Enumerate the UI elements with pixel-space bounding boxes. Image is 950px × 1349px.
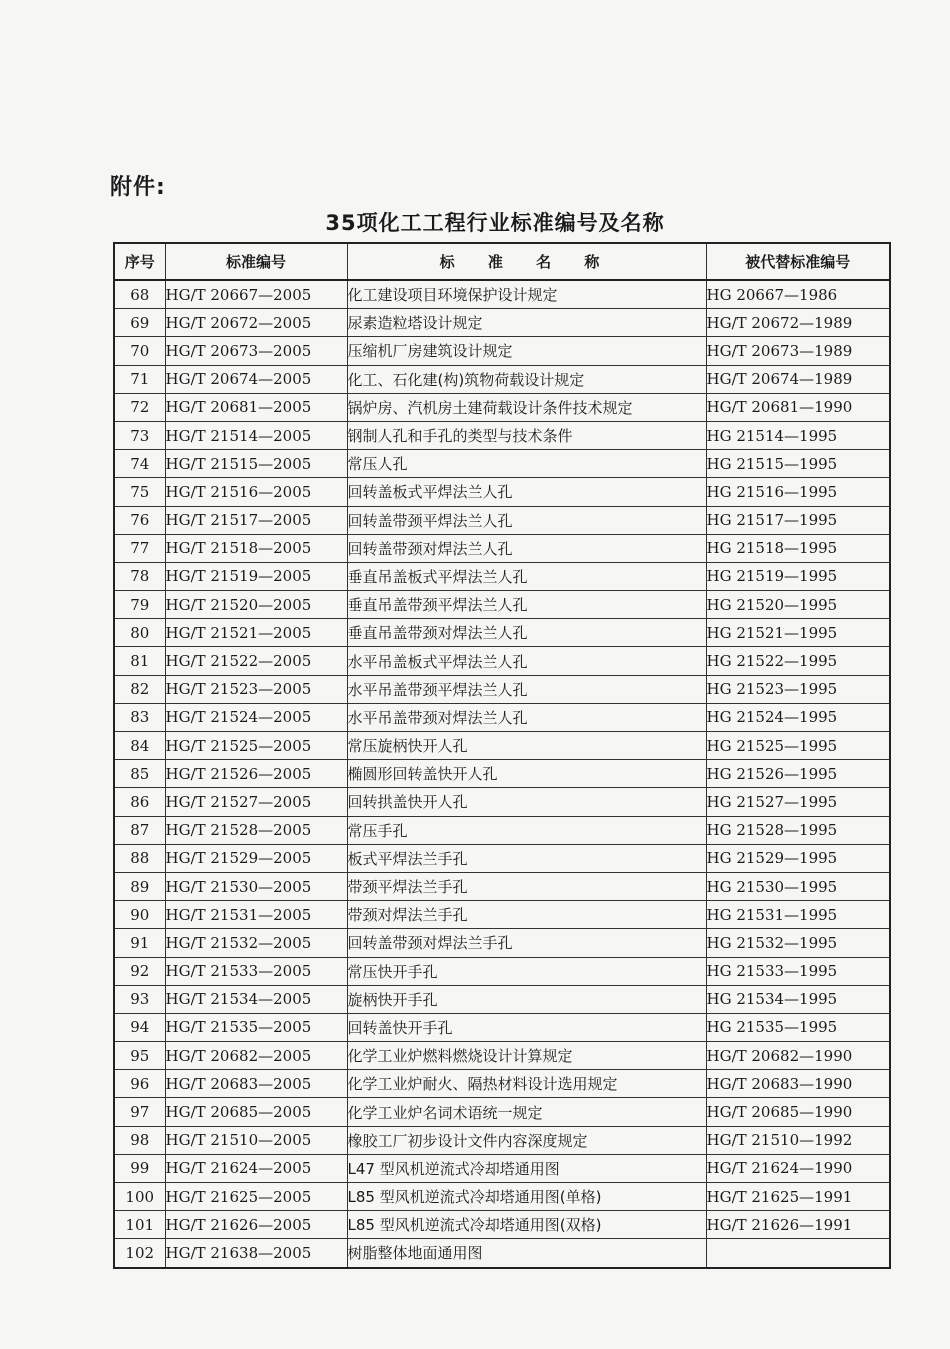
table-row: [114, 337, 890, 365]
row-serial-number: 97: [114, 1098, 165, 1126]
header-standard-code: 标准编号: [165, 243, 347, 280]
table-row: [114, 280, 890, 309]
row-standard-code: HG/T 21638—2005: [165, 1239, 347, 1268]
row-replaced-code: HG 21528—1995: [706, 816, 890, 844]
row-serial-number: 85: [114, 760, 165, 788]
row-standard-code: HG/T 20667—2005: [165, 280, 347, 309]
table-row: [114, 393, 890, 421]
row-standard-code: HG/T 21535—2005: [165, 1013, 347, 1041]
row-serial-number: 89: [114, 872, 165, 900]
document-title: 35项化工工程行业标准编号及名称: [325, 211, 665, 235]
row-standard-code: HG/T 20682—2005: [165, 1042, 347, 1070]
table-row: [114, 562, 890, 590]
row-standard-code: HG/T 21534—2005: [165, 985, 347, 1013]
header-standard-name: [347, 243, 706, 280]
row-replaced-code: HG 21535—1995: [706, 1013, 890, 1041]
table-row: [114, 309, 890, 337]
row-standard-name: 化学工业炉燃料燃烧设计计算规定: [347, 1042, 706, 1070]
row-serial-number: 80: [114, 619, 165, 647]
row-standard-name: 树脂整体地面通用图: [347, 1239, 706, 1268]
table-row: [114, 901, 890, 929]
row-serial-number: 72: [114, 393, 165, 421]
row-standard-code: HG/T 21531—2005: [165, 901, 347, 929]
table-row: [114, 760, 890, 788]
table-header-row: [114, 243, 890, 280]
table-row: [114, 1042, 890, 1070]
table-row: [114, 1098, 890, 1126]
row-replaced-code: HG 21534—1995: [706, 985, 890, 1013]
row-serial-number: 83: [114, 703, 165, 731]
row-standard-name: 水平吊盖带颈平焊法兰人孔: [347, 675, 706, 703]
row-standard-name: 尿素造粒塔设计规定: [347, 309, 706, 337]
row-replaced-code: HG 21517—1995: [706, 506, 890, 534]
row-serial-number: 73: [114, 421, 165, 449]
attachment-label: 附件:: [110, 175, 166, 200]
row-standard-name: 水平吊盖板式平焊法兰人孔: [347, 647, 706, 675]
header-replaced-code: 被代替标准编号: [706, 243, 890, 280]
row-replaced-code: [706, 1239, 890, 1268]
row-standard-name: 垂直吊盖板式平焊法兰人孔: [347, 562, 706, 590]
row-standard-name: 带颈对焊法兰手孔: [347, 901, 706, 929]
row-standard-code: HG/T 20672—2005: [165, 309, 347, 337]
row-standard-name: 回转盖快开手孔: [347, 1013, 706, 1041]
row-standard-code: HG/T 21517—2005: [165, 506, 347, 534]
row-standard-code: HG/T 21526—2005: [165, 760, 347, 788]
table-row: [114, 534, 890, 562]
row-standard-code: HG/T 21523—2005: [165, 675, 347, 703]
row-replaced-code: HG 21533—1995: [706, 957, 890, 985]
row-standard-code: HG/T 20681—2005: [165, 393, 347, 421]
row-replaced-code: HG/T 20672—1989: [706, 309, 890, 337]
row-replaced-code: HG 21514—1995: [706, 421, 890, 449]
row-replaced-code: HG/T 20674—1989: [706, 365, 890, 393]
row-standard-code: HG/T 21624—2005: [165, 1154, 347, 1182]
row-serial-number: 70: [114, 337, 165, 365]
row-serial-number: 75: [114, 478, 165, 506]
row-standard-name: 常压旋柄快开人孔: [347, 732, 706, 760]
row-standard-name: 常压快开手孔: [347, 957, 706, 985]
row-standard-code: HG/T 20683—2005: [165, 1070, 347, 1098]
row-standard-code: HG/T 20673—2005: [165, 337, 347, 365]
row-serial-number: 101: [114, 1211, 165, 1239]
row-replaced-code: HG 21529—1995: [706, 844, 890, 872]
table-row: [114, 506, 890, 534]
row-replaced-code: HG/T 20681—1990: [706, 393, 890, 421]
row-replaced-code: HG/T 21626—1991: [706, 1211, 890, 1239]
table-row: [114, 788, 890, 816]
row-replaced-code: HG 21524—1995: [706, 703, 890, 731]
row-standard-name: 回转盖带颈对焊法兰人孔: [347, 534, 706, 562]
row-serial-number: 86: [114, 788, 165, 816]
row-standard-code: HG/T 21514—2005: [165, 421, 347, 449]
table-row: [114, 1013, 890, 1041]
row-standard-name: 垂直吊盖带颈对焊法兰人孔: [347, 619, 706, 647]
row-serial-number: 99: [114, 1154, 165, 1182]
row-replaced-code: HG 21525—1995: [706, 732, 890, 760]
row-standard-code: HG/T 21518—2005: [165, 534, 347, 562]
row-standard-code: HG/T 21530—2005: [165, 872, 347, 900]
row-replaced-code: HG 21522—1995: [706, 647, 890, 675]
row-standard-name: 化学工业炉耐火、隔热材料设计选用规定: [347, 1070, 706, 1098]
row-standard-name: 化学工业炉名词术语统一规定: [347, 1098, 706, 1126]
row-standard-code: HG/T 21519—2005: [165, 562, 347, 590]
row-standard-name: 常压手孔: [347, 816, 706, 844]
row-standard-name: 橡胶工厂初步设计文件内容深度规定: [347, 1126, 706, 1154]
row-serial-number: 76: [114, 506, 165, 534]
row-replaced-code: HG 21531—1995: [706, 901, 890, 929]
table-row: [114, 929, 890, 957]
row-replaced-code: HG 21532—1995: [706, 929, 890, 957]
row-standard-code: HG/T 21521—2005: [165, 619, 347, 647]
table-row: [114, 591, 890, 619]
row-replaced-code: HG 21519—1995: [706, 562, 890, 590]
row-standard-code: HG/T 21525—2005: [165, 732, 347, 760]
row-standard-code: HG/T 21625—2005: [165, 1183, 347, 1211]
row-standard-code: HG/T 21527—2005: [165, 788, 347, 816]
table-row: [114, 647, 890, 675]
table-body: [114, 280, 890, 1268]
table-row: [114, 450, 890, 478]
row-replaced-code: HG 21530—1995: [706, 872, 890, 900]
row-standard-name: 常压人孔: [347, 450, 706, 478]
table-row: [114, 703, 890, 731]
row-replaced-code: HG/T 20682—1990: [706, 1042, 890, 1070]
header-serial-number: 序号: [114, 243, 165, 280]
row-replaced-code: HG/T 20673—1989: [706, 337, 890, 365]
row-standard-code: HG/T 21529—2005: [165, 844, 347, 872]
row-standard-name: 钢制人孔和手孔的类型与技术条件: [347, 421, 706, 449]
table-row: [114, 1211, 890, 1239]
row-standard-code: HG/T 20674—2005: [165, 365, 347, 393]
row-replaced-code: HG/T 21625—1991: [706, 1183, 890, 1211]
row-serial-number: 84: [114, 732, 165, 760]
row-standard-name: 回转盖带颈对焊法兰手孔: [347, 929, 706, 957]
row-standard-name: 带颈平焊法兰手孔: [347, 872, 706, 900]
row-replaced-code: HG/T 20685—1990: [706, 1098, 890, 1126]
row-serial-number: 96: [114, 1070, 165, 1098]
table-row: [114, 957, 890, 985]
row-replaced-code: HG/T 21510—1992: [706, 1126, 890, 1154]
row-standard-name: 化工建设项目环境保护设计规定: [347, 280, 706, 309]
header-standard-name-text: 标 准 名 称: [439, 253, 614, 271]
row-standard-name: 板式平焊法兰手孔: [347, 844, 706, 872]
row-standard-name: 回转拱盖快开人孔: [347, 788, 706, 816]
row-standard-code: HG/T 20685—2005: [165, 1098, 347, 1126]
row-standard-code: HG/T 21510—2005: [165, 1126, 347, 1154]
table-row: [114, 421, 890, 449]
row-serial-number: 71: [114, 365, 165, 393]
row-serial-number: 78: [114, 562, 165, 590]
row-serial-number: 68: [114, 280, 165, 309]
row-replaced-code: HG 21523—1995: [706, 675, 890, 703]
row-replaced-code: HG 21521—1995: [706, 619, 890, 647]
row-serial-number: 90: [114, 901, 165, 929]
standards-table: [113, 242, 891, 1269]
row-serial-number: 77: [114, 534, 165, 562]
row-replaced-code: HG/T 21624—1990: [706, 1154, 890, 1182]
row-serial-number: 92: [114, 957, 165, 985]
table-row: [114, 1154, 890, 1182]
row-standard-code: HG/T 21522—2005: [165, 647, 347, 675]
row-standard-name: 压缩机厂房建筑设计规定: [347, 337, 706, 365]
table-row: [114, 872, 890, 900]
row-standard-name: 水平吊盖带颈对焊法兰人孔: [347, 703, 706, 731]
row-replaced-code: HG 21516—1995: [706, 478, 890, 506]
row-serial-number: 102: [114, 1239, 165, 1268]
row-standard-code: HG/T 21516—2005: [165, 478, 347, 506]
row-replaced-code: HG/T 20683—1990: [706, 1070, 890, 1098]
row-standard-name: 椭圆形回转盖快开人孔: [347, 760, 706, 788]
table-row: [114, 732, 890, 760]
row-standard-name: 化工、石化建(构)筑物荷载设计规定: [347, 365, 706, 393]
row-standard-code: HG/T 21520—2005: [165, 591, 347, 619]
row-replaced-code: HG 21515—1995: [706, 450, 890, 478]
table-row: [114, 478, 890, 506]
table-row: [114, 816, 890, 844]
row-standard-name: 回转盖带颈平焊法兰人孔: [347, 506, 706, 534]
row-standard-code: HG/T 21532—2005: [165, 929, 347, 957]
table-row: [114, 1126, 890, 1154]
row-standard-name: 回转盖板式平焊法兰人孔: [347, 478, 706, 506]
row-serial-number: 95: [114, 1042, 165, 1070]
row-serial-number: 88: [114, 844, 165, 872]
table-row: [114, 985, 890, 1013]
row-standard-name: 旋柄快开手孔: [347, 985, 706, 1013]
row-serial-number: 93: [114, 985, 165, 1013]
row-serial-number: 98: [114, 1126, 165, 1154]
table-row: [114, 365, 890, 393]
row-replaced-code: HG 21527—1995: [706, 788, 890, 816]
table-row: [114, 1239, 890, 1268]
row-serial-number: 94: [114, 1013, 165, 1041]
row-serial-number: 100: [114, 1183, 165, 1211]
row-replaced-code: HG 21526—1995: [706, 760, 890, 788]
row-standard-code: HG/T 21533—2005: [165, 957, 347, 985]
row-standard-name: L85 型风机逆流式冷却塔通用图(单格): [347, 1183, 706, 1211]
row-standard-code: HG/T 21524—2005: [165, 703, 347, 731]
table-row: [114, 1070, 890, 1098]
table-row: [114, 1183, 890, 1211]
row-standard-code: HG/T 21626—2005: [165, 1211, 347, 1239]
row-serial-number: 82: [114, 675, 165, 703]
row-standard-code: HG/T 21515—2005: [165, 450, 347, 478]
row-standard-name: L47 型风机逆流式冷却塔通用图: [347, 1154, 706, 1182]
table-row: [114, 675, 890, 703]
row-replaced-code: HG 20667—1986: [706, 280, 890, 309]
row-replaced-code: HG 21520—1995: [706, 591, 890, 619]
row-serial-number: 74: [114, 450, 165, 478]
table-row: [114, 619, 890, 647]
row-serial-number: 87: [114, 816, 165, 844]
row-serial-number: 91: [114, 929, 165, 957]
row-serial-number: 79: [114, 591, 165, 619]
table-row: [114, 844, 890, 872]
row-standard-name: L85 型风机逆流式冷却塔通用图(双格): [347, 1211, 706, 1239]
row-standard-name: 垂直吊盖带颈平焊法兰人孔: [347, 591, 706, 619]
row-serial-number: 81: [114, 647, 165, 675]
row-serial-number: 69: [114, 309, 165, 337]
row-replaced-code: HG 21518—1995: [706, 534, 890, 562]
row-standard-name: 锅炉房、汽机房土建荷载设计条件技术规定: [347, 393, 706, 421]
row-standard-code: HG/T 21528—2005: [165, 816, 347, 844]
